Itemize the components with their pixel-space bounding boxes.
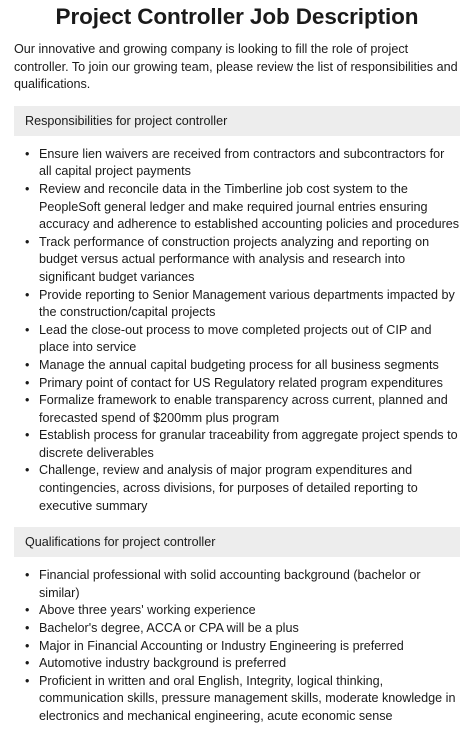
list-item: • Proficient in written and oral English, Integrity, logical thinking, communication skills, pressure management skills, moderate knowledge in electronics and mechanical engineering, acute economic sense	[25, 673, 456, 723]
bullet-icon: •	[25, 181, 30, 196]
list-item: • Challenge, review and analysis of major program expenditures and contingencies, across divisions, for purposes of detailed reporting to executive summary	[25, 463, 418, 513]
list-item: • Above three years' working experience	[39, 602, 460, 620]
bullet-icon: •	[25, 393, 30, 408]
list-item: • Establish process for granular traceability from aggregate project spends to discrete deliverables	[25, 428, 458, 460]
list-item: • Track performance of construction projects analyzing and reporting on budget versus actual performance with analysis and research into significant budget variances	[25, 234, 430, 284]
responsibilities-heading: Responsibilities for project controller	[14, 106, 460, 136]
list-item: • Ensure lien waivers are received from contractors and subcontractors for all capital project payments	[25, 146, 445, 179]
bullet-icon: •	[25, 656, 30, 671]
list-item: • Formalize framework to enable transparency across current, planned and forecasted spend of $200mm plus program	[25, 393, 448, 425]
bullet-icon: •	[25, 673, 30, 688]
list-item: • Provide reporting to Senior Management various departments impacted by the construction/capital projects	[25, 287, 455, 320]
bullet-icon: •	[25, 463, 30, 478]
bullet-icon: •	[25, 322, 30, 337]
list-item: • Lead the close-out process to move completed projects out of CIP and place into service	[25, 322, 432, 355]
list-item: • Bachelor's degree, ACCA or CPA will be a plus	[39, 620, 460, 638]
page-title: Project Controller Job Description	[55, 4, 419, 29]
bullet-icon: •	[25, 621, 30, 636]
bullet-icon: •	[25, 357, 30, 372]
list-item: • Primary point of contact for US Regulatory related program expenditures	[39, 375, 460, 393]
list-item: • Automotive industry background is preferred	[39, 655, 460, 673]
qualifications-heading: Qualifications for project controller	[14, 527, 460, 557]
list-item: • Review and reconcile data in the Timberline job cost system to the PeopleSoft general ledger and make required journal entries ensuring accuracy and adherence to established accounting policies and procedures	[25, 181, 460, 232]
bullet-icon: •	[25, 375, 30, 390]
list-item: • Manage the annual capital budgeting process for all business segments	[39, 357, 460, 375]
bullet-icon: •	[25, 568, 30, 583]
list-item: • Financial professional with solid accounting background (bachelor or similar)	[25, 568, 421, 600]
responsibilities-list	[14, 146, 460, 515]
qualifications-list	[14, 567, 460, 725]
bullet-icon: •	[25, 638, 30, 653]
bullet-icon: •	[25, 603, 30, 618]
bullet-icon: •	[25, 234, 30, 249]
bullet-icon: •	[25, 287, 30, 302]
bullet-icon: •	[25, 428, 30, 443]
intro-paragraph: Our innovative and growing company is looking to fill the role of project controller. To join our growing team, please review the list of responsibilities and qualifications.	[14, 42, 458, 92]
bullet-icon: •	[25, 146, 30, 161]
list-item: • Major in Financial Accounting or Industry Engineering is preferred	[39, 638, 460, 656]
